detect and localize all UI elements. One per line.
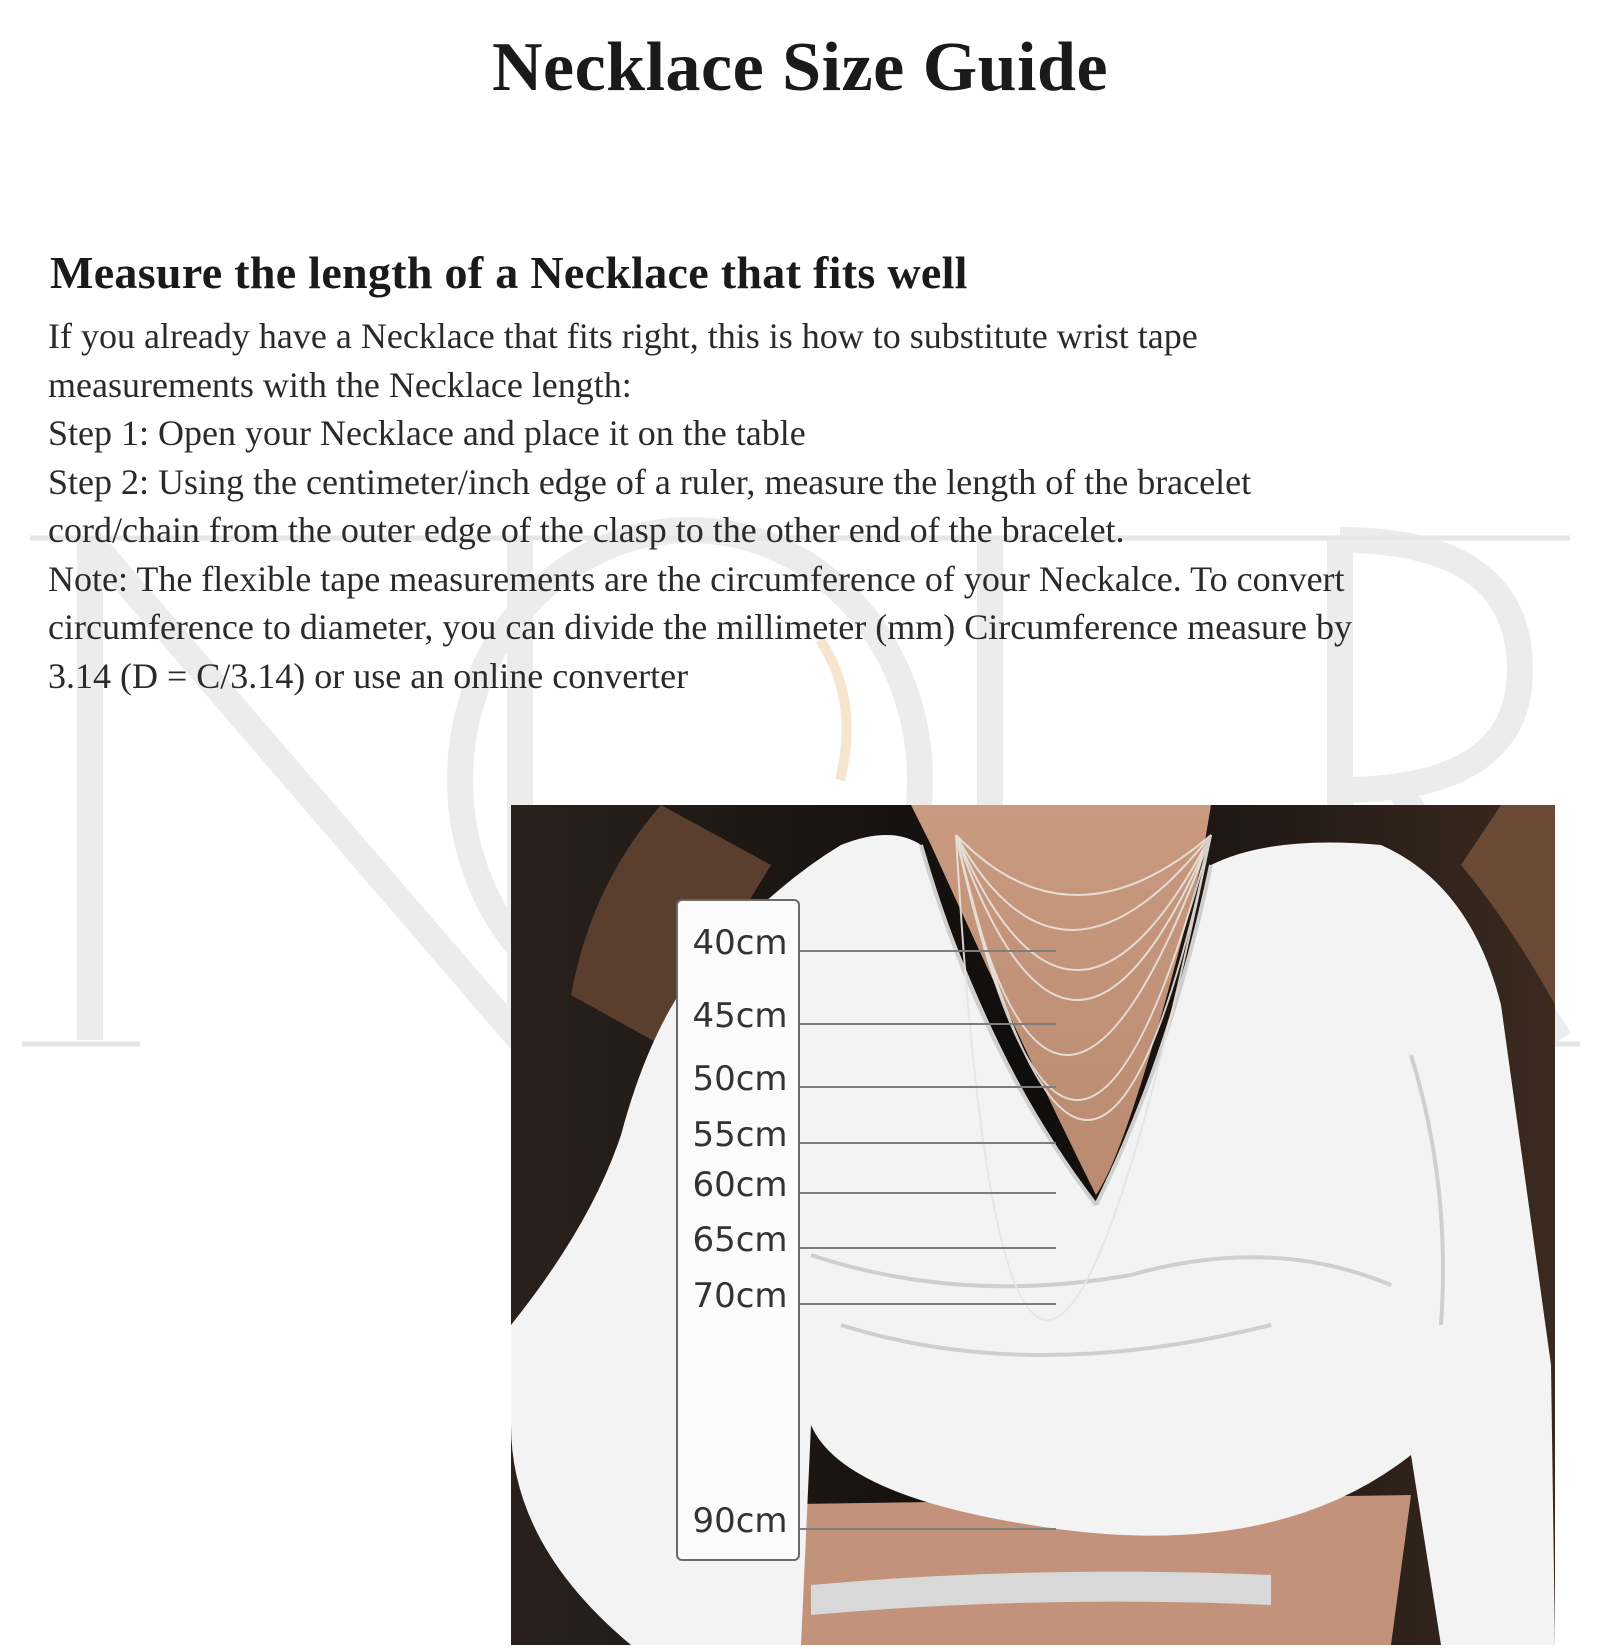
step-2-text-cont: cord/chain from the outer edge of the clasp to the other end of the bracelet. — [48, 510, 1125, 550]
length-label-60: 60cm — [692, 1165, 788, 1205]
model-illustration — [511, 805, 1555, 1645]
length-line-40 — [800, 950, 1056, 952]
length-label-65: 65cm — [692, 1220, 788, 1260]
length-label-90: 90cm — [692, 1501, 788, 1541]
page-title: Necklace Size Guide — [491, 29, 1109, 106]
instructions-text — [48, 312, 1548, 700]
length-label-50: 50cm — [692, 1059, 788, 1099]
length-line-45 — [800, 1023, 1056, 1025]
length-label-45: 45cm — [692, 996, 788, 1036]
note-text-cont: circumference to diameter, you can divide the millimeter (mm) Circumference measure by — [48, 607, 1352, 647]
length-line-65 — [800, 1247, 1056, 1249]
length-line-70 — [800, 1303, 1056, 1305]
instruction-line: measurements with the Necklace length: — [48, 364, 632, 405]
note-text-cont: 3.14 (D = C/3.14) or use an online converter — [48, 655, 689, 696]
instruction-line: If you already have a Necklace that fits right, this is how to substitute wrist tape — [48, 316, 1198, 356]
length-line-90 — [800, 1528, 1056, 1530]
length-scale — [676, 899, 800, 1561]
length-label-40: 40cm — [692, 923, 788, 963]
length-line-55 — [800, 1142, 1056, 1144]
length-line-60 — [800, 1192, 1056, 1194]
step-1-text: Step 1: Open your Necklace and place it on the table — [48, 413, 806, 453]
step-2-text: Step 2: Using the centimeter/inch edge of a ruler, measure the length of the bracelet — [48, 461, 1252, 502]
length-label-55: 55cm — [692, 1115, 788, 1155]
section-heading: Measure the length of a Necklace that fits well — [50, 247, 968, 298]
note-text: Note: The flexible tape measurements are the circumference of your Neckalce. To convert — [48, 558, 1345, 599]
length-label-70: 70cm — [692, 1276, 788, 1316]
necklace-length-photo — [511, 805, 1555, 1645]
length-line-50 — [800, 1086, 1056, 1088]
